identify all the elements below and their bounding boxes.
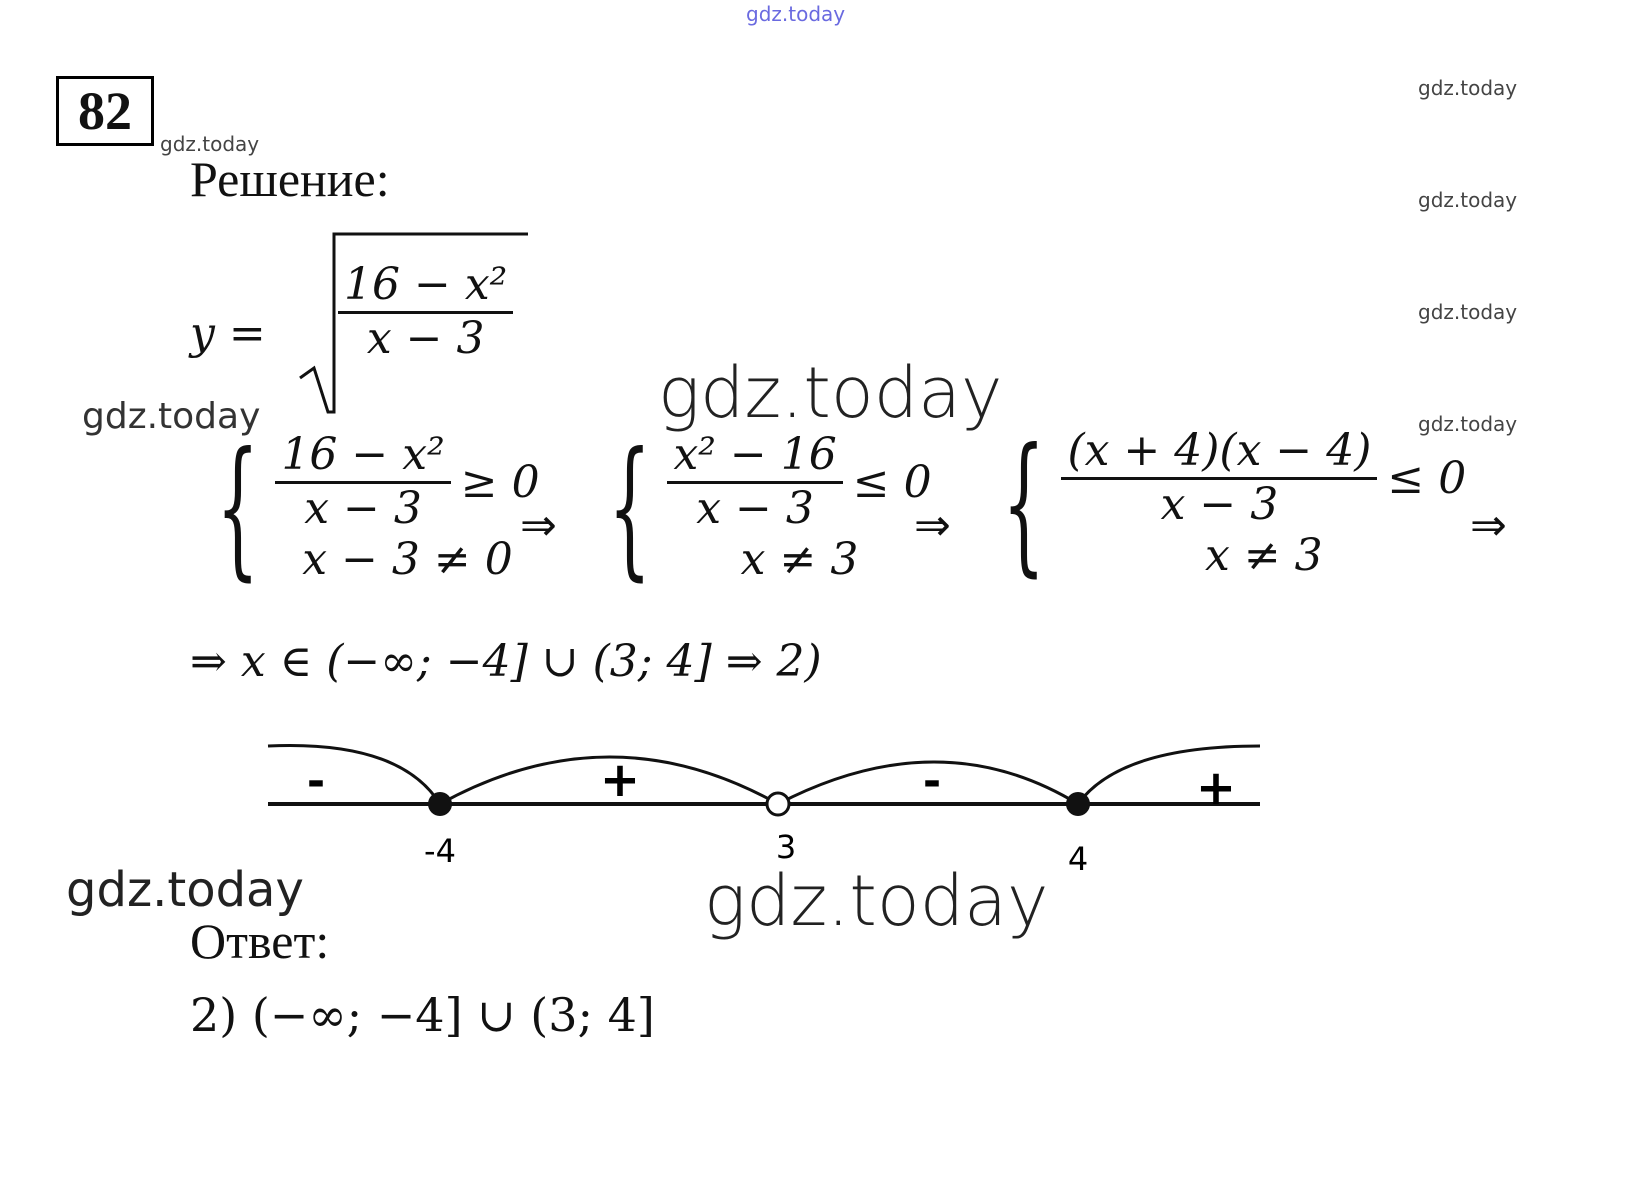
sqrt-numerator: 16 − x² <box>344 259 508 310</box>
sqrt-denominator: x − 3 <box>366 312 485 364</box>
system1-denominator: x − 3 <box>304 482 422 534</box>
watermark-side-1: gdz.today <box>1418 76 1518 100</box>
system-1 <box>190 420 540 595</box>
system1-condition: x − 3 ≠ 0 <box>302 534 513 586</box>
system-3 <box>976 416 1467 591</box>
implies-arrow-2: ⇒ <box>914 500 951 551</box>
watermark-side-4: gdz.today <box>1418 412 1518 436</box>
solution-heading: Решение: <box>190 151 390 207</box>
sign-label: + <box>1195 760 1237 816</box>
point-filled <box>1066 792 1090 816</box>
system3-denominator: x − 3 <box>1160 478 1279 530</box>
sign-label: - <box>306 756 326 807</box>
brace-2: { <box>608 420 652 595</box>
watermark-top: gdz.today <box>746 2 846 26</box>
system2-relation: ≤ 0 <box>852 456 932 508</box>
sqrt-fraction <box>338 260 513 364</box>
point-filled <box>428 792 452 816</box>
point-label: 3 <box>775 828 797 866</box>
point-label: -4 <box>424 832 456 870</box>
system1-relation: ≥ 0 <box>460 456 540 508</box>
answer-heading: Ответ: <box>190 913 330 969</box>
function-lhs: y = <box>190 308 266 359</box>
implies-arrow-1: ⇒ <box>520 500 557 551</box>
sign-arc <box>268 745 440 804</box>
result-line: ⇒ x ∈ (−∞; −4] ∪ (3; 4] ⇒ 2) <box>190 636 822 687</box>
watermark-small: gdz.today <box>160 132 260 156</box>
sign-label: + <box>599 752 641 808</box>
watermark-big-1: gdz.today <box>658 352 1003 434</box>
sign-label: - <box>922 756 942 807</box>
point-open <box>767 793 789 815</box>
watermark-side-2: gdz.today <box>1418 188 1518 212</box>
brace-1: { <box>216 420 260 595</box>
function-definition <box>190 228 550 418</box>
system2-numerator: x² − 16 <box>673 429 837 480</box>
system-2 <box>582 420 932 595</box>
number-line <box>260 730 1270 890</box>
system2-condition: x ≠ 3 <box>740 534 859 586</box>
watermark-big-2: gdz.today <box>704 860 1049 942</box>
task-number: 82 <box>56 76 154 146</box>
point-label: 4 <box>1067 840 1089 878</box>
system3-numerator: (x + 4)(x − 4) <box>1067 425 1372 476</box>
system1-numerator: 16 − x² <box>281 429 445 480</box>
system3-relation: ≤ 0 <box>1387 452 1467 504</box>
brace-3: { <box>1002 416 1046 591</box>
watermark-mid-left: gdz.today <box>82 396 261 437</box>
system2-denominator: x − 3 <box>696 482 814 534</box>
system3-condition: x ≠ 3 <box>1205 530 1323 582</box>
answer-value: 2) (−∞; −4] ∪ (3; 4] <box>190 988 655 1042</box>
watermark-side-3: gdz.today <box>1418 300 1518 324</box>
implies-arrow-3: ⇒ <box>1470 500 1507 551</box>
watermark-bottom-left: gdz.today <box>66 862 304 918</box>
